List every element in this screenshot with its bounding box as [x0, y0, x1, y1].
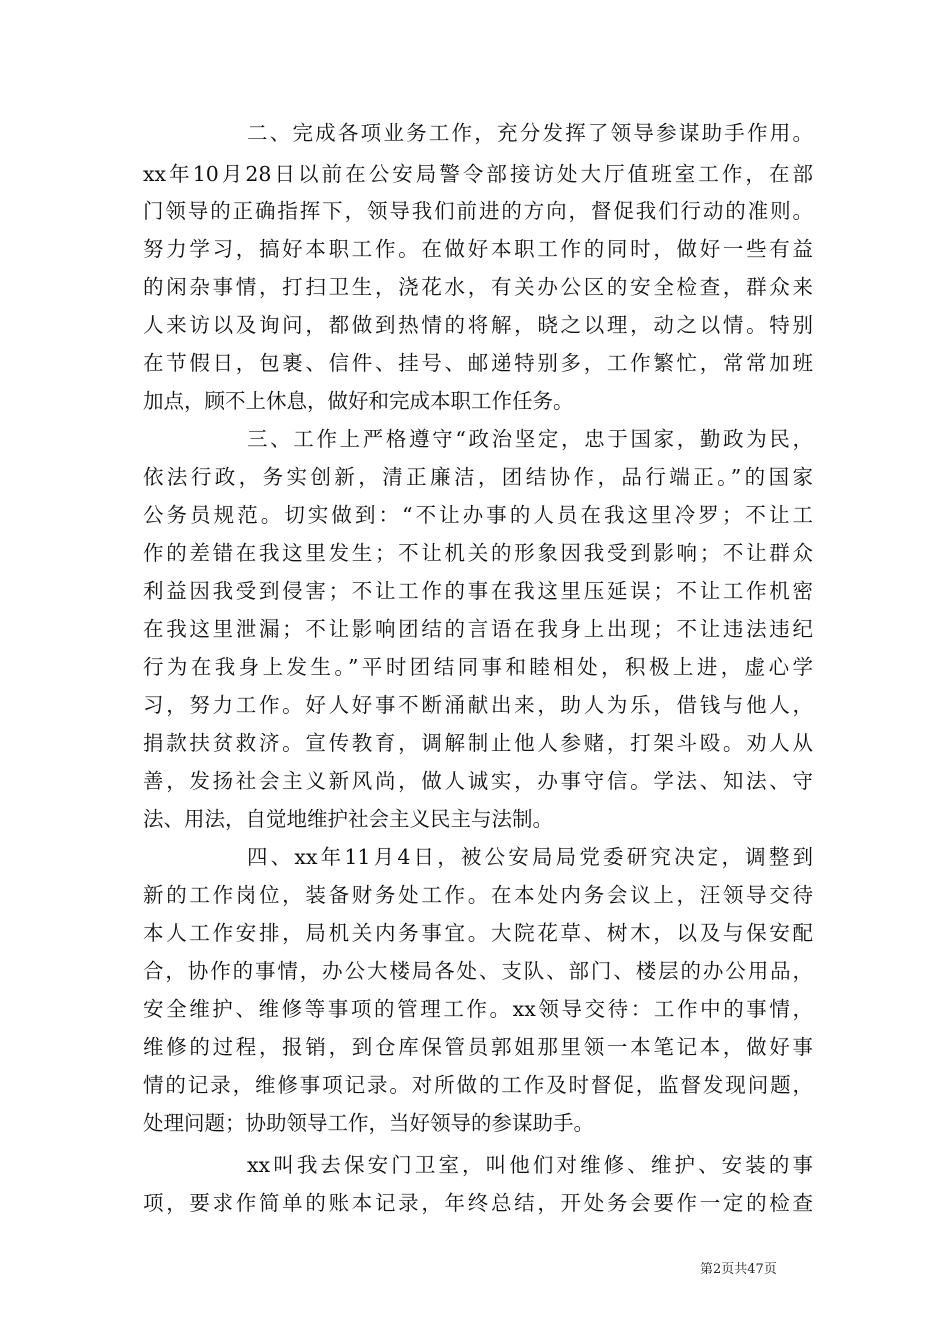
paragraph-2-line-3: 门领导的正确指挥下，领导我们前进的方向，督促我们行动的准则。: [143, 199, 813, 223]
paragraph-2-line-5: 的闲杂事情，打扫卫生，浇花水，有关办公区的安全检查，群众来: [143, 275, 813, 299]
paragraph-3-line-1: 三、工作上严格遵守“政治坚定，忠于国家，勤政为民，: [247, 427, 813, 451]
paragraph-3-line-6: 在我这里泄漏；不让影响团结的言语在我身上出现；不让违法违纪: [143, 617, 813, 641]
paragraph-3-line-3: 公务员规范。切实做到：“不让办事的人员在我这里冷罗；不让工: [143, 503, 813, 527]
paragraph-4-line-1: 四、xx年11月4日，被公安局局党委研究决定，调整到: [247, 845, 813, 869]
paragraph-2-line-4: 努力学习，搞好本职工作。在做好本职工作的同时，做好一些有益: [143, 237, 813, 261]
paragraph-2-line-8: 加点，顾不上休息，做好和完成本职工作任务。: [143, 389, 574, 413]
page-number-footer: 第2页共47页: [700, 1262, 777, 1277]
paragraph-4-line-3: 本人工作安排，局机关内务事宜。大院花草、树木，以及与保安配: [143, 921, 813, 945]
paragraph-3-line-7: 行为在我身上发生。”平时团结同事和睦相处，积极上进，虚心学: [143, 655, 813, 679]
paragraph-4-line-6: 维修的过程，报销，到仓库保管员郭姐那里领一本笔记本，做好事: [143, 1035, 813, 1059]
paragraph-3-line-9: 捐款扶贫救济。宣传教育，调解制止他人参赌，打架斗殴。劝人从: [143, 731, 813, 755]
paragraph-5-line-1: xx叫我去保安门卫室，叫他们对维修、维护、安装的事: [247, 1153, 813, 1177]
paragraph-3-line-2: 依法行政，务实创新，清正廉洁，团结协作，品行端正。”的国家: [143, 465, 813, 489]
paragraph-4-line-4: 合，协作的事情，办公大楼局各处、支队、部门、楼层的办公用品，: [143, 959, 813, 983]
paragraph-2-line-2: xx年10月28日以前在公安局警令部接访处大厅值班室工作，在部: [143, 162, 813, 186]
paragraph-3-line-4: 作的差错在我这里发生；不让机关的形象因我受到影响；不让群众: [143, 541, 813, 565]
paragraph-2-line-6: 人来访以及询问，都做到热情的将解，晓之以理，动之以情。特别: [143, 313, 813, 337]
paragraph-5-line-2: 项，要求作简单的账本记录，年终总结，开处务会要作一定的检查: [143, 1191, 813, 1215]
paragraph-3-line-10: 善，发扬社会主义新风尚，做人诚实，办事守信。学法、知法、守: [143, 769, 813, 793]
paragraph-3-line-11: 法、用法，自觉地维护社会主义民主与法制。: [143, 807, 553, 831]
paragraph-4-line-2: 新的工作岗位，装备财务处工作。在本处内务会议上，汪领导交待: [143, 883, 813, 907]
paragraph-3-line-5: 利益因我受到侵害；不让工作的事在我这里压延误；不让工作机密: [143, 579, 813, 603]
paragraph-4-line-7: 情的记录，维修事项记录。对所做的工作及时督促，监督发现问题，: [143, 1073, 813, 1097]
paragraph-3-line-8: 习，努力工作。好人好事不断涌献出来，助人为乐，借钱与他人，: [143, 693, 813, 717]
paragraph-2-line-7: 在节假日，包裹、信件、挂号、邮递特别多，工作繁忙，常常加班: [143, 351, 813, 375]
paragraph-4-line-8: 处理问题；协助领导工作，当好领导的参谋助手。: [143, 1111, 594, 1135]
paragraph-2-line-1: 二、完成各项业务工作，充分发挥了领导参谋助手作用。: [247, 121, 813, 145]
paragraph-4-line-5: 安全维护、维修等事项的管理工作。xx领导交待：工作中的事情，: [143, 997, 813, 1021]
